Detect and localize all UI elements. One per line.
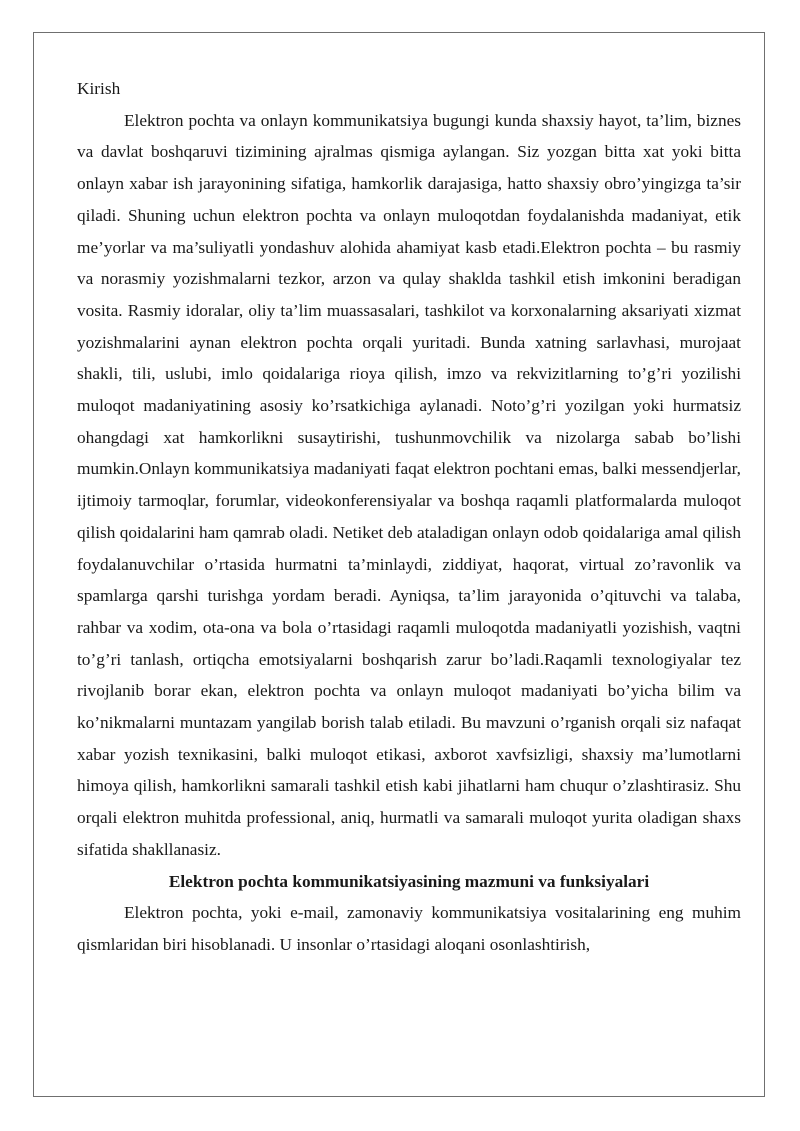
- intro-paragraph: Elektron pochta va onlayn kommunikatsiya bugungi kunda shaxsiy hayot, ta’lim, biznes va davlat boshqaruvi tizimining ajralmas qismiga aylangan. Siz yozgan bitta xat yoki bitta onlayn xabar ish jarayonining sifatiga, hamkorlik darajasiga, hatto shaxsiy obro’yingizga ta’sir qiladi. Shuning uchun elektron pochta va onlayn muloqotdan foydalanishda madaniyat, etik me’yorlar va ma’suliyatli yondashuv alohida ahamiyat kasb etadi.Elektron pochta – bu rasmiy va norasmiy yozishmalarni tezkor, arzon va qulay shaklda tashkil etish imkonini beradigan vosita. Rasmiy idoralar, oliy ta’lim muassasalari, tashkilot va korxonalarning aksariyati xizmat yozishmalarini aynan elektron pochta orqali yuritadi. Bunda xatning sarlavhasi, murojaat shakli, tili, uslubi, imlo qoidalariga rioya qilish, imzo va rekvizitlarning to’g’ri yozilishi muloqot madaniyatining asosiy ko’rsatkichiga aylanadi. Noto’g’ri yozilgan yoki hurmatsiz ohangdagi xat hamkorlikni susaytirishi, tushunmovchilik va nizolarga sabab bo’lishi mumkin.Onlayn kommunikatsiya madaniyati faqat elektron pochtani emas, balki messendjerlar, ijtimoiy tarmoqlar, forumlar, videokonferensiyalar va boshqa raqamli platformalarda muloqot qilish qoidalarini ham qamrab oladi. Netiket deb ataladigan onlayn odob qoidalariga amal qilish foydalanuvchilar o’rtasida hurmatni ta’minlaydi, ziddiyat, haqorat, virtual zo’ravonlik va spamlarga qarshi turishga yordam beradi. Ayniqsa, ta’lim jarayonida o’qituvchi va talaba, rahbar va xodim, ota-ona va bola o’rtasidagi raqamli muloqotda madaniyatli yozishish, vaqtni to’g’ri tanlash, ortiqcha emotsiyalarni boshqarish zarur bo’ladi.Raqamli texnologiyalar tez rivojlanib borar ekan, elektron pochta va onlayn muloqot madaniyati bo’yicha bilim va ko’nikmalarni muntazam yangilab borish talab etiladi. Bu mavzuni o’rganish orqali siz nafaqat xabar yozish texnikasini, balki muloqot etikasi, axborot xavfsizligi, shaxsiy ma’lumotlarni himoya qilish, hamkorlikni samarali tashkil etish kabi jihatlarni ham chuqur o’zlashtirasiz. Shu orqali elektron muhitda professional, aniq, hurmatli va samarali muloqot yurita oladigan shaxs sifatida shakllanasiz.: [77, 110, 741, 859]
- document-body: [77, 73, 741, 961]
- section-title: Elektron pochta kommunikatsiyasining mazmuni va funksiyalari: [168, 871, 650, 891]
- section-paragraph: Elektron pochta, yoki e-mail, zamonaviy kommunikatsiya vositalarining eng muhim qismlaridan biri hisoblanadi. U insonlar o’rtasidagi aloqani osonlashtirish,: [77, 903, 741, 954]
- intro-heading: Kirish: [77, 79, 121, 98]
